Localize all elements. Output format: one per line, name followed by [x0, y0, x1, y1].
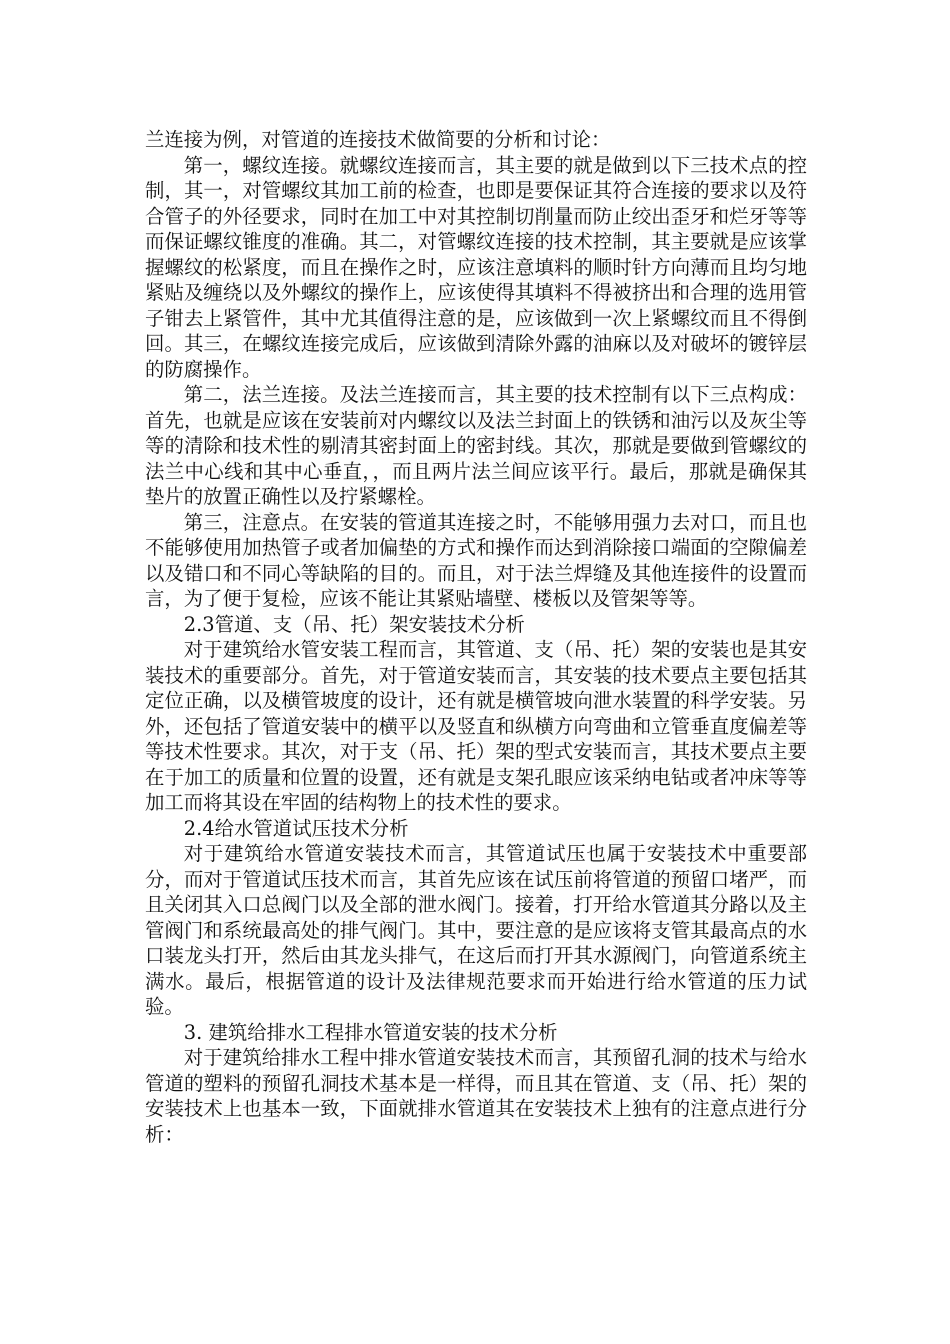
document-body — [145, 127, 807, 1147]
paragraph-flange-connection: 第二，法兰连接。及法兰连接而言，其主要的技术控制有以下三点构成：首先，也就是应该在安装前对内螺纹以及法兰封面上的铁锈和油污以及灰尘等等的清除和技术性的剔清其密封面上的密封线。其次，那就是要做到管螺纹的法兰中心线和其中心垂直，，而且两片法兰间应该平行。最后，那就是确保其垫片的放置正确性以及拧紧螺栓。 — [145, 383, 807, 508]
paragraph-precautions: 第三，注意点。在安装的管道其连接之时，不能够用强力去对口，而且也不能够使用加热管子或者加偏垫的方式和操作而达到消除接口端面的空隙偏差以及错口和不同心等缺陷的目的。而且，对于法兰焊缝及其他连接件的设置而言，为了便于复检，应该不能让其紧贴墙壁、楼板以及管架等等。 — [145, 510, 807, 610]
paragraph-thread-connection: 第一，螺纹连接。就螺纹连接而言，其主要的就是做到以下三技术点的控制，其一，对管螺纹其加工前的检查，也即是要保证其符合连接的要求以及符合管子的外径要求，同时在加工中对其控制切削量而防止绞出歪牙和烂牙等等而保证螺纹锥度的准确。其二，对管螺纹连接的技术控制，其主要就是应该掌握螺纹的松紧度，而且在操作之时，应该注意填料的顺时针方向薄而且均匀地紧贴及缠绕以及外螺纹的操作上，应该使得其填料不得被挤出和合理的选用管子钳去上紧管件，其中尤其值得注意的是，应该做到一次上紧螺纹而且不得倒回。其三，在螺纹连接完成后，应该做到清除外露的油麻以及对破坏的镀锌层的防腐操作。 — [145, 153, 807, 381]
paragraph-pressure-test: 对于建筑给水管道安装技术而言，其管道试压也属于安装技术中重要部分，而对于管道试压技术而言，其首先应该在试压前将管道的预留口堵严，而且关闭其入口总阀门以及全部的泄水阀门。接着，打开给水管道其分路以及主管阀门和系统最高处的排气阀门。其中，要注意的是应该将支管其最高点的水口装龙头打开，然后由其龙头排气，在这后而打开其水源阀门，向管道系统主满水。最后，根据管道的设计及法律规范要求而开始进行给水管道的压力试验。 — [145, 842, 807, 1018]
section-heading-3: 3. 建筑给排水工程排水管道安装的技术分析 — [183, 1020, 558, 1044]
section-heading-2-4: 2.4给水管道试压技术分析 — [183, 816, 409, 840]
paragraph-drainage-installation: 对于建筑给排水工程中排水管道安装技术而言，其预留孔洞的技术与给水管道的塑料的预留孔洞技术基本是一样得，而且其在管道、支（吊、托）架的安装技术上也基本一致，下面就排水管道其在安装技术上独有的注意点进行分析： — [145, 1046, 807, 1146]
paragraph-continuation: 兰连接为例，对管道的连接技术做简要的分析和讨论： — [145, 128, 611, 151]
section-heading-2-3: 2.3管道、支（吊、托）架安装技术分析 — [183, 612, 525, 636]
paragraph-pipe-support-installation: 对于建筑给水管安装工程而言，其管道、支（吊、托）架的安装也是其安装技术的重要部分。首先，对于管道安装而言，其安装的技术要点主要包括其定位正确，以及横管坡度的设计，还有就是横管坡向泄水装置的科学安装。另外，还包括了管道安装中的横平以及竖直和纵横方向弯曲和立管垂直度偏差等等技术性要求。其次，对于支（吊、托）架的型式安装而言，其技术要点主要在于加工的质量和位置的设置，还有就是支架孔眼应该采纳电钻或者冲床等等加工而将其设在牢固的结构物上的技术性的要求。 — [145, 638, 807, 814]
